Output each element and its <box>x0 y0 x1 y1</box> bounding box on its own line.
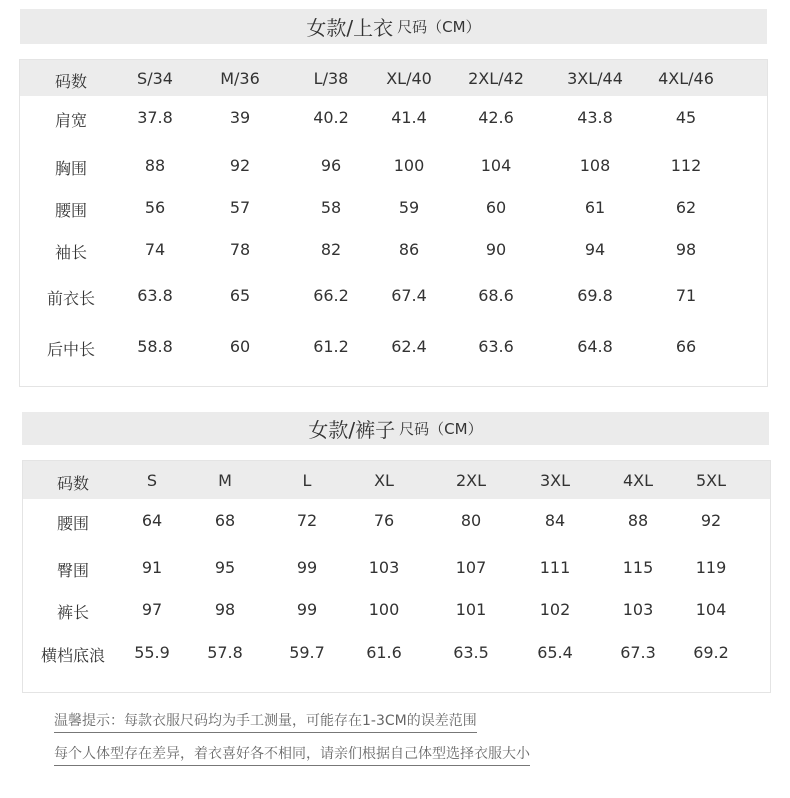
tops-row-label: 袖长 <box>54 243 88 262</box>
tops-cell-value: 39 <box>229 108 251 127</box>
pants-cell-value: 119 <box>695 558 727 577</box>
tops-cell-value: 60 <box>485 198 507 217</box>
tops-cell-value: 61 <box>584 198 606 217</box>
tops-title-bar <box>20 9 767 44</box>
tops-cell-value: 66 <box>675 337 697 356</box>
pants-header-size: 3XL <box>539 471 571 490</box>
pants-row-label: 臀围 <box>56 561 90 580</box>
pants-header-size: S <box>146 471 158 490</box>
tops-cell-value: 100 <box>393 156 425 175</box>
tops-title: 女款/上衣 <box>306 16 394 40</box>
tops-header-size: M/36 <box>220 69 260 88</box>
tops-header-size: 2XL/42 <box>468 69 524 88</box>
tops-cell-value: 56 <box>144 198 166 217</box>
pants-header-size: M <box>218 471 232 490</box>
tops-cell-value: 64.8 <box>577 337 613 356</box>
tops-cell-value: 88 <box>144 156 166 175</box>
tops-header-size: XL/40 <box>386 69 432 88</box>
tops-row-label: 胸围 <box>54 159 88 178</box>
pants-row-label: 腰围 <box>56 514 90 533</box>
tops-cell-value: 66.2 <box>313 286 349 305</box>
pants-cell-value: 57.8 <box>207 643 243 662</box>
pants-cell-value: 80 <box>460 511 482 530</box>
pants-cell-value: 63.5 <box>453 643 489 662</box>
tops-row-label: 肩宽 <box>54 111 88 130</box>
tops-unit: 尺码（CM） <box>397 18 481 36</box>
tops-cell-value: 69.8 <box>577 286 613 305</box>
tops-row-label: 后中长 <box>46 340 96 359</box>
pants-header-strip <box>23 461 770 499</box>
pants-cell-value: 69.2 <box>693 643 729 662</box>
pants-unit: 尺码（CM） <box>399 420 483 438</box>
tops-row-label: 前衣长 <box>46 289 96 308</box>
tops-cell-value: 71 <box>675 286 697 305</box>
tops-cell-value: 40.2 <box>313 108 349 127</box>
tops-cell-value: 65 <box>229 286 251 305</box>
tops-cell-value: 68.6 <box>478 286 514 305</box>
tops-cell-value: 90 <box>485 240 507 259</box>
pants-cell-value: 98 <box>214 600 236 619</box>
pants-cell-value: 55.9 <box>134 643 170 662</box>
pants-title: 女款/裤子 <box>308 418 396 442</box>
pants-row-label: 裤长 <box>56 603 90 622</box>
pants-cell-value: 103 <box>622 600 654 619</box>
pants-cell-value: 65.4 <box>537 643 573 662</box>
tops-cell-value: 63.8 <box>137 286 173 305</box>
pants-cell-value: 72 <box>296 511 318 530</box>
pants-title-bar <box>22 412 769 445</box>
tops-cell-value: 63.6 <box>478 337 514 356</box>
pants-cell-value: 103 <box>368 558 400 577</box>
pants-cell-value: 88 <box>627 511 649 530</box>
pants-cell-value: 115 <box>622 558 654 577</box>
tops-cell-value: 78 <box>229 240 251 259</box>
tops-cell-value: 61.2 <box>313 337 349 356</box>
pants-cell-value: 111 <box>539 558 571 577</box>
tops-cell-value: 45 <box>675 108 697 127</box>
tops-cell-value: 104 <box>480 156 512 175</box>
tops-cell-value: 94 <box>584 240 606 259</box>
measurement-note: 温馨提示：每款衣服尺码均为手工测量，可能存在1-3CM的误差范围 <box>54 710 477 733</box>
tops-cell-value: 74 <box>144 240 166 259</box>
tops-size-table <box>19 59 768 387</box>
tops-row-label: 腰围 <box>54 201 88 220</box>
pants-header-size: L <box>302 471 312 490</box>
tops-cell-value: 67.4 <box>391 286 427 305</box>
tops-header-size-label: 码数 <box>54 72 88 91</box>
tops-cell-value: 86 <box>398 240 420 259</box>
fit-note: 每个人体型存在差异，着衣喜好各不相同，请亲们根据自己体型选择衣服大小 <box>54 743 530 766</box>
pants-cell-value: 91 <box>141 558 163 577</box>
pants-cell-value: 67.3 <box>620 643 656 662</box>
tops-cell-value: 59 <box>398 198 420 217</box>
tops-cell-value: 58 <box>320 198 342 217</box>
tops-cell-value: 57 <box>229 198 251 217</box>
tops-header-size: 4XL/46 <box>658 69 714 88</box>
tops-cell-value: 42.6 <box>478 108 514 127</box>
pants-cell-value: 99 <box>296 558 318 577</box>
tops-cell-value: 58.8 <box>137 337 173 356</box>
pants-cell-value: 102 <box>539 600 571 619</box>
tops-cell-value: 98 <box>675 240 697 259</box>
pants-cell-value: 101 <box>455 600 487 619</box>
pants-cell-value: 104 <box>695 600 727 619</box>
tops-cell-value: 112 <box>670 156 702 175</box>
tops-cell-value: 43.8 <box>577 108 613 127</box>
tops-cell-value: 62 <box>675 198 697 217</box>
pants-cell-value: 107 <box>455 558 487 577</box>
pants-cell-value: 64 <box>141 511 163 530</box>
tops-cell-value: 96 <box>320 156 342 175</box>
tops-cell-value: 37.8 <box>137 108 173 127</box>
tops-header-size: L/38 <box>313 69 349 88</box>
pants-cell-value: 100 <box>368 600 400 619</box>
pants-cell-value: 99 <box>296 600 318 619</box>
pants-size-table <box>22 460 771 693</box>
pants-cell-value: 59.7 <box>289 643 325 662</box>
pants-row-label: 横档底浪 <box>40 646 106 665</box>
tops-header-size: 3XL/44 <box>567 69 623 88</box>
tops-cell-value: 62.4 <box>391 337 427 356</box>
tops-cell-value: 60 <box>229 337 251 356</box>
pants-header-size: 4XL <box>622 471 654 490</box>
tops-header-size: S/34 <box>137 69 173 88</box>
pants-cell-value: 95 <box>214 558 236 577</box>
pants-cell-value: 68 <box>214 511 236 530</box>
pants-cell-value: 97 <box>141 600 163 619</box>
pants-header-size-label: 码数 <box>56 474 90 493</box>
pants-cell-value: 61.6 <box>366 643 402 662</box>
pants-header-size: 2XL <box>455 471 487 490</box>
pants-cell-value: 84 <box>544 511 566 530</box>
tops-cell-value: 41.4 <box>391 108 427 127</box>
tops-cell-value: 108 <box>579 156 611 175</box>
pants-header-size: 5XL <box>695 471 727 490</box>
tops-cell-value: 92 <box>229 156 251 175</box>
pants-cell-value: 76 <box>373 511 395 530</box>
tops-cell-value: 82 <box>320 240 342 259</box>
pants-header-size: XL <box>374 471 394 490</box>
pants-cell-value: 92 <box>700 511 722 530</box>
